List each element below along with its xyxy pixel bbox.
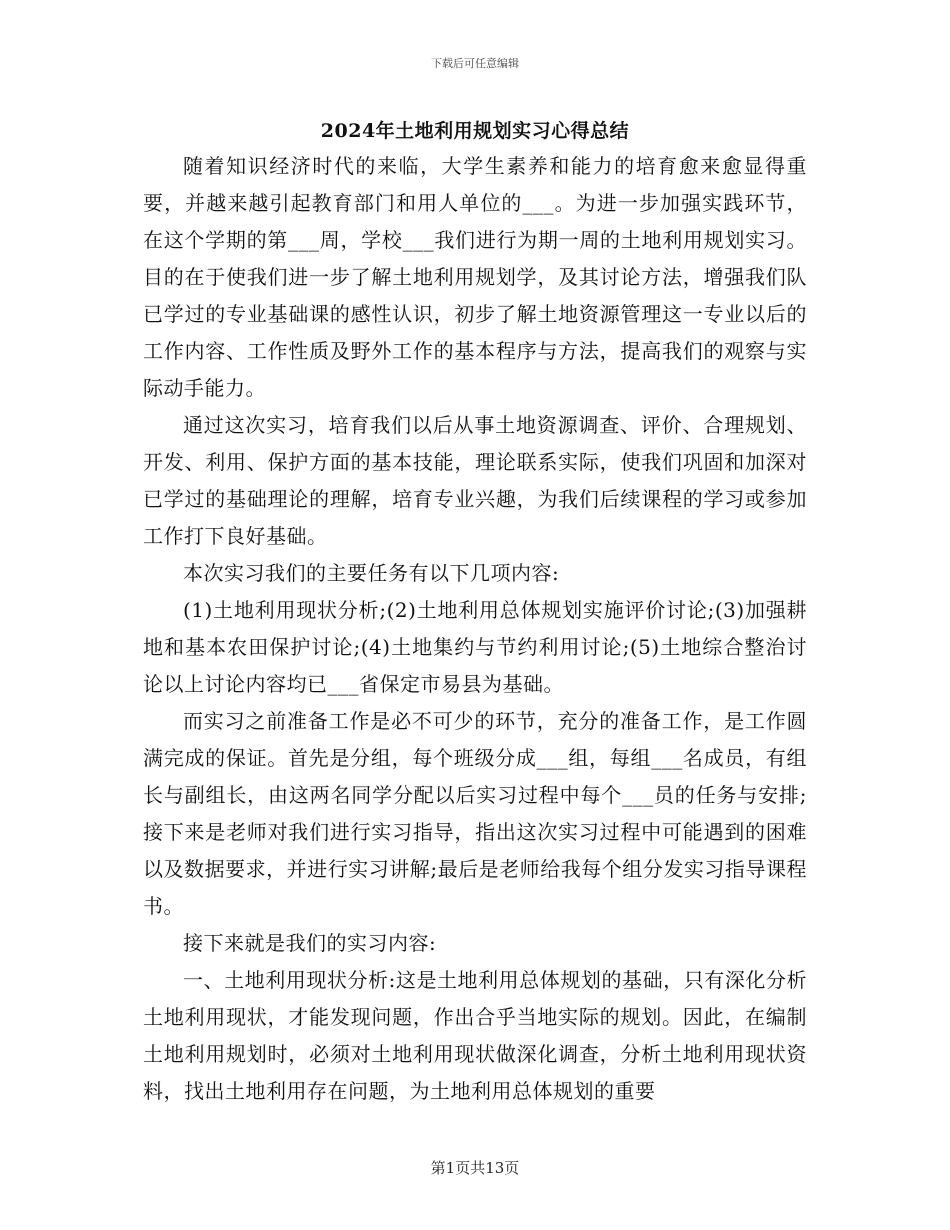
page-number-footer: 第1页共13页 (430, 1159, 520, 1177)
paragraph-section-one: 一、土地利用现状分析:这是土地利用总体规划的基础，只有深化分析土地利用现状，才能发现问题，作出合乎当地实际的规划。因此，在编制土地利用规划时，必须对土地利用现状做深化调查，分析土地利用现状资料，找出土地利用存在问题，为土地利用总体规划的重要 (143, 968, 807, 1103)
paragraph-task-list: (1)土地利用现状分析;(2)土地利用总体规划实施评价讨论;(3)加强耕地和基本农田保护讨论;(4)土地集约与节约利用讨论;(5)土地综合整治讨论以上讨论内容均已___省保定市易县为基础。 (143, 598, 807, 696)
document-body (143, 148, 807, 1110)
paragraph-content-heading: 接下来就是我们的实习内容: (183, 931, 437, 955)
paragraph-intro: 随着知识经济时代的来临，大学生素养和能力的培育愈来愈显得重要，并越来越引起教育部门和用人单位的___。为进一步加强实践环节，在这个学期的第___周，学校___我们进行为期一周的土地利用规划实习。目的在于使我们进一步了解土地利用规划学，及其讨论方法，增强我们队已学过的专业基础课的感性认识，初步了解土地资源管理这一专业以后的工作内容、工作性质及野外工作的基本程序与方法，提高我们的观察与实际动手能力。 (143, 154, 807, 400)
paragraph-preparation: 而实习之前准备工作是必不可少的环节，充分的准备工作，是工作圆满完成的保证。首先是分组，每个班级分成___组，每组___名成员，有组长与副组长，由这两名同学分配以后实习过程中每个___员的任务与安排;接下来是老师对我们进行实习指导，指出这次实习过程中可能遇到的困难以及数据要求，并进行实习讲解;最后是老师给我每个组分发实习指导课程书。 (143, 709, 807, 918)
paragraph-tasks-heading: 本次实习我们的主要任务有以下几项内容: (183, 561, 560, 585)
paragraph-purpose: 通过这次实习，培育我们以后从事土地资源调查、评价、合理规划、开发、利用、保护方面的基本技能，理论联系实际，使我们巩固和加深对已学过的基础理论的理解，培育专业兴趣，为我们后续课程的学习或参加工作打下良好基础。 (143, 413, 807, 548)
document-title: 2024年土地利用规划实习心得总结 (320, 120, 630, 142)
header-note: 下载后可任意编辑 (431, 57, 519, 70)
